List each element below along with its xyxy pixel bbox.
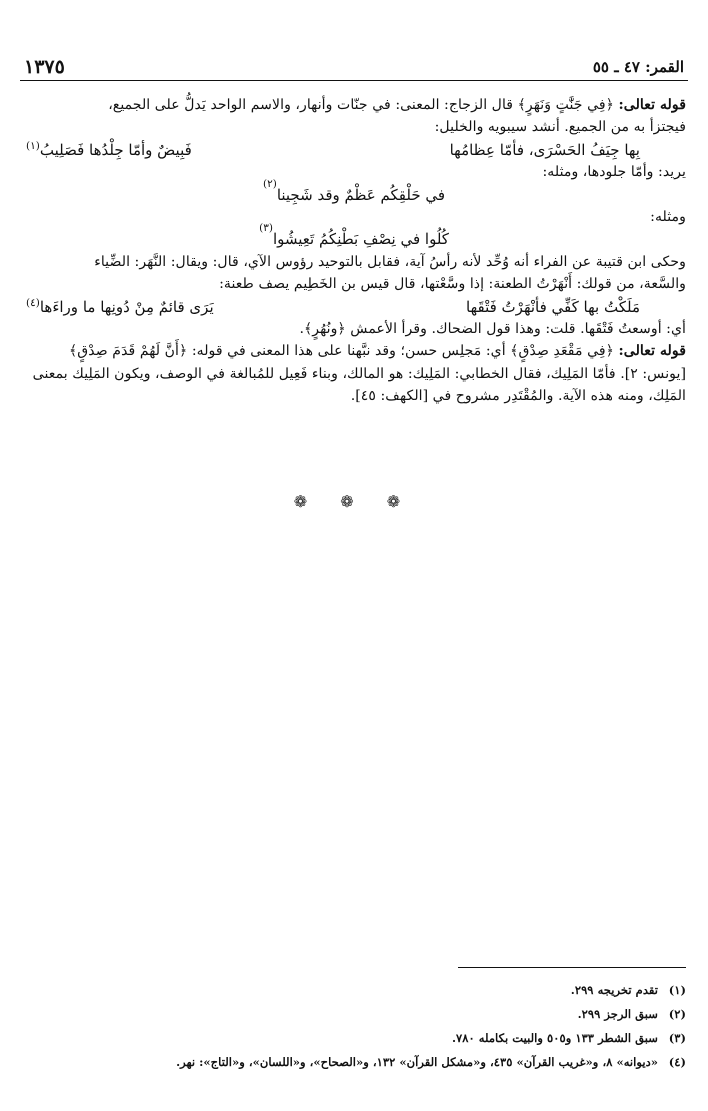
footnote-text: سبق الشطر ١٣٣ و٥٠٥ والبيت بكامله ٧٨٠. [452, 1031, 658, 1045]
verse-line: كُلُوا في نِصْفِ بَطْنِكُمُ تَعِيشُوا [272, 230, 449, 249]
verse-label: قوله تعالى: [618, 343, 686, 360]
footnote-number: (٣) [668, 1031, 686, 1045]
paragraph-line: والسَّعة، من قولك: أَنْهَرْتُ الطعنة: إذا وسَّعْتها، قال قيس بن الخَطِيم يصف طعنة: [219, 276, 686, 293]
paragraph-line: يريد: وأمّا جلودها، ومثله: [542, 164, 686, 181]
running-title: القمر: ٤٧ ـ ٥٥ [592, 58, 684, 76]
verse-hemistich-left: يَرَى قائمٌ مِنْ دُونِها ما وراءَها$^{(٤)}$ [26, 296, 214, 316]
verse-hemistich-right: بِها جِيَفُ الحَسْرَى، فأمّا عِظامُها [449, 140, 640, 159]
commentary-text: ﴿فِي جَنَّٰتٍ وَنَهَرٍ﴾ قال الزجاج: المعنى: في جنّات وأنهار، والاسم الواحد يَدلُّ على الجميع، [108, 97, 614, 113]
verse-label: قوله تعالى: [618, 97, 686, 113]
commentary-text: ﴿فِي مَقْعَدِ صِدْقٍ﴾ أي: مَجلِس حسن؛ وقد نبَّهنا على هذا المعنى في قوله: ﴿أَنَّ لَهُمْ قَدَمَ صِدْقٍ﴾ [68, 343, 614, 360]
footnote-ref: (٤) [26, 296, 40, 309]
footnotes [22, 978, 686, 1074]
footnote-text: سبق الرجز ٢٩٩. [577, 1007, 658, 1021]
footnote [22, 1050, 686, 1074]
paragraph-line: وحكى ابن قتيبة عن الفراء أنه وُحِّد لأنه رأسُ آية، فقابل بالتوحيد رؤوس الآي، قال: ويقال: النَّهَر: الضِّياء [94, 253, 686, 270]
page-number: ١٣٧٥ [24, 56, 65, 78]
footnote-ref: (٢) [262, 177, 277, 190]
footnote [22, 1026, 686, 1050]
footnote [22, 978, 686, 1002]
footnote-number: (٢) [668, 1007, 686, 1021]
verse-hemistich-right: مَلَكْتُ بها كَفِّي فأنْهَرْتُ فَتْقَها [466, 297, 640, 316]
footnote-number: (٤) [668, 1055, 686, 1069]
paragraph-line [22, 94, 686, 116]
paragraph-line: ومثله: [650, 209, 686, 226]
verse-hemistich-left: فَبِيضٌ وأمّا جِلْدُها فَصَلِيبُ$^{(١)}$ [26, 139, 192, 159]
verse-line: في حَلْقِكُم عَظْمٌ وقد شَجِينا [276, 185, 446, 204]
paragraph-line [22, 340, 686, 362]
poetry-verse [22, 222, 686, 250]
paragraph-line: أي: أوسعتُ فَتْقَها. قلت: وهذا قول الضحاك. وقرأ الأعمش ﴿ونُهُرٍ﴾. [299, 321, 686, 338]
paragraph-line: [يونس: ٢]. فأمّا المَلِيك، فقال الخطابي: المَلِيك: هو المالك، وبناء فَعِيل للمُبالغة في الوصف، ويكون المَلِيك بمعنى [32, 365, 686, 382]
paragraph-line: المَلِك، ومنه هذه الآية. والمُقْتَدِر مشروح في [الكهف: ٤٥]. [350, 388, 686, 405]
poetry-verse [22, 296, 686, 318]
footnote-text: تقدم تخريجه ٢٩٩. [570, 983, 658, 997]
footnote [22, 1002, 686, 1026]
paragraph-line: فيجتزأ به من الجميع. أنشد سيبويه والخليل: [434, 119, 686, 136]
main-text [22, 94, 686, 408]
footnote-divider [458, 967, 686, 968]
page-header [20, 56, 688, 81]
footnote-ref: (١) [26, 139, 40, 152]
footnote-number: (١) [668, 983, 686, 997]
poetry-verse [22, 177, 686, 206]
footnote-ref: (٣) [259, 222, 273, 235]
footnote-text: «ديوانه» ٨، و«غريب القرآن» ٤٣٥، و«مشكل القرآن» ١٣٢، و«الصحاح»، و«اللسان»، و«التاج»: نهر. [176, 1055, 658, 1069]
section-ornament: ❁ ❁ ❁ [293, 492, 415, 511]
poetry-verse [22, 139, 686, 161]
